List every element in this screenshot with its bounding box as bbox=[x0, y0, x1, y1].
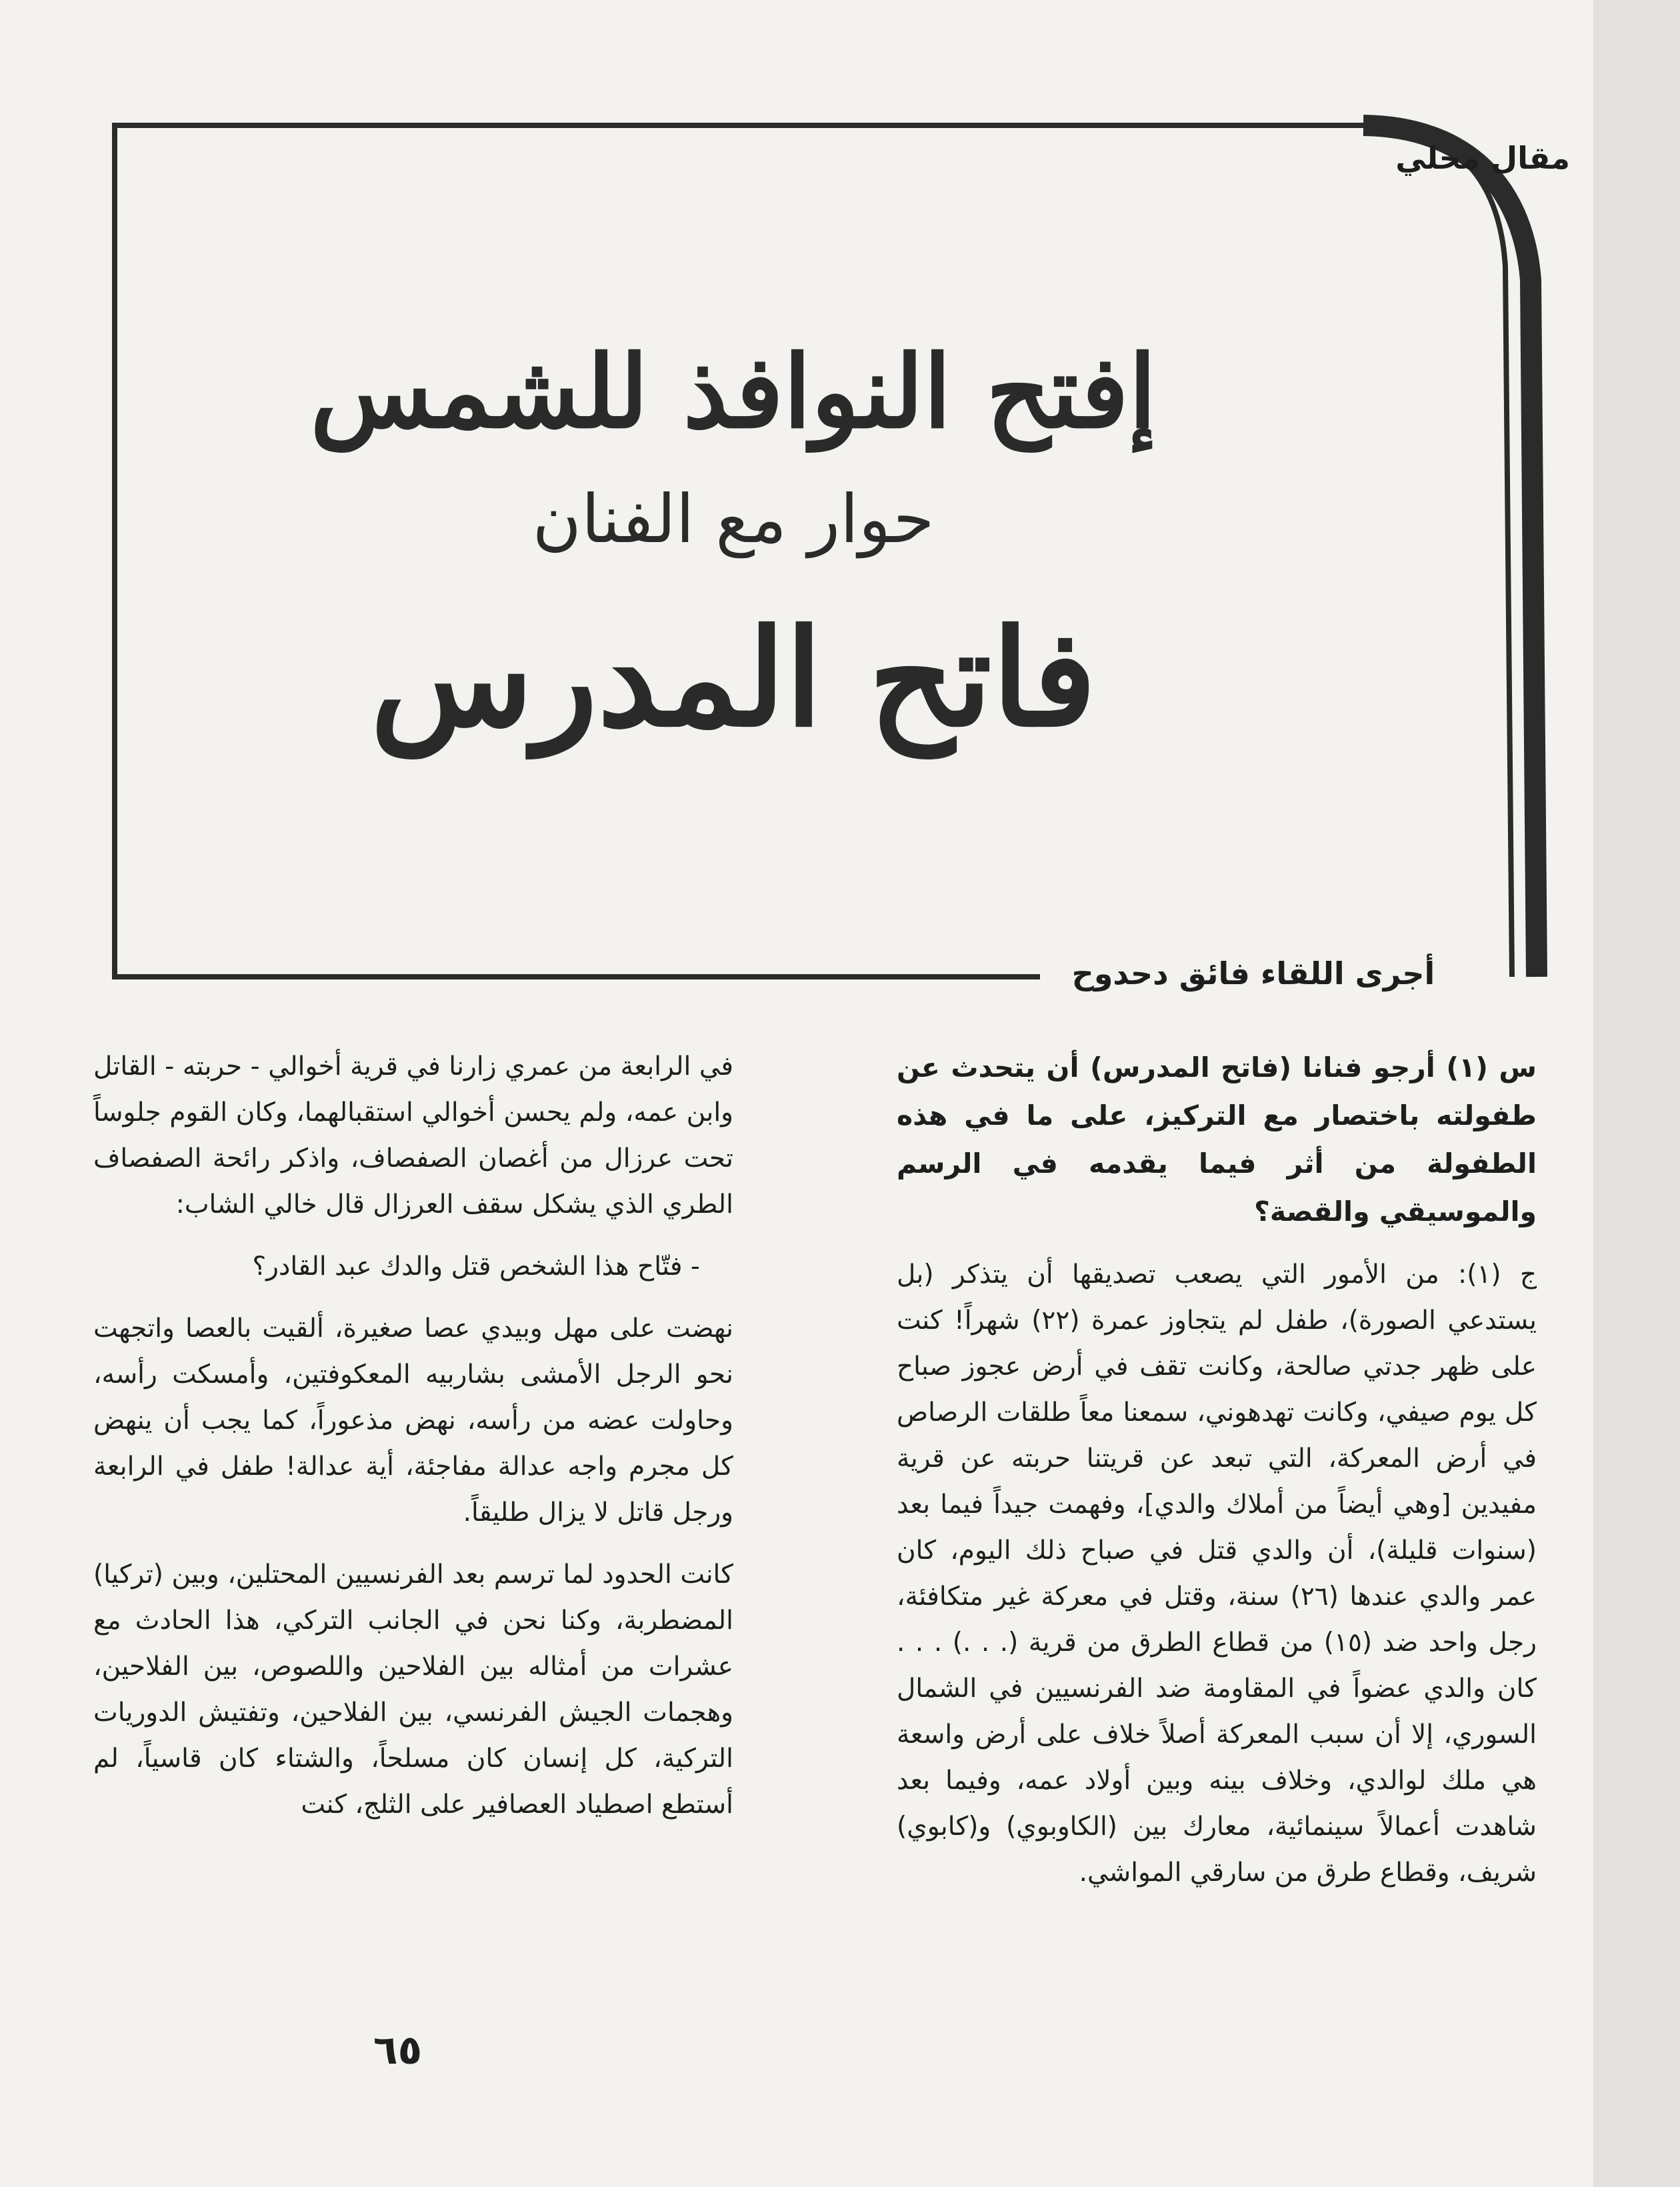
section-label: مقال محلي bbox=[1395, 140, 1570, 176]
byline-container bbox=[1040, 947, 1467, 1000]
artist-name: فاتح المدرس bbox=[370, 600, 1097, 757]
page-number: ٦٥ bbox=[373, 2027, 423, 2074]
byline: أجرى اللقاء فائق دحدوح bbox=[1071, 955, 1435, 991]
interview-question: س (١) أرجو فنانا (فاتح المدرس) أن يتحدث عن طفولته باختصار مع التركيز، على ما في هذه الطفولة من أثر فيما يقدمه في الرسم والموسيقي والقصة؟ bbox=[897, 1051, 1537, 1228]
right-column bbox=[897, 1043, 1537, 1912]
dialogue-line: - فتّاح هذا الشخص قتل والدك عبد القادر؟ bbox=[252, 1252, 700, 1282]
interview-answer: ج (١): من الأمور التي يصعب تصديقها أن يتذكر (بل يستدعي الصورة)، طفل لم يتجاوز عمرة (٢٢) شهراً! كنت على ظهر جدتي صالحة، وكانت تقف في أرض عجوز صباح كل يوم صيفي، وكانت تهدهوني، سمعنا معاً طلقات الرصاص في أرض المعركة، التي تبعد عن قريتنا حربته عن قرية مفيدين [وهي أيضاً من أملاك والدي]، وفهمت جيداً فيما بعد (سنوات قليلة)، أن والدي قتل في صباح ذلك اليوم، كان عمر والدي عندها (٢٦) سنة، وقتل في معركة غير متكافئة، رجل واحد ضد (١٥) من قطاع الطرق من قرية (. . .) . . . كان والدي عضواً في المقاومة ضد الفرنسيين في الشمال السوري، إلا أن سبب المعركة أصلاً خلاف على أرض واسعة هي ملك لوالدي، وخلاف بينه وبين أولاد عمه، وفيما بعد شاهدت أعمالاً سينمائية، معارك بين (الكاوبوي) و(كابوي) شريف، وقطاع طرق من سارقي المواشي. bbox=[897, 1260, 1537, 1888]
paragraph: نهضت على مهل وبيدي عصا صغيرة، ألقيت بالعصا واتجهت نحو الرجل الأمشى بشاربيه المعكوفتين، وأمسكت رأسه، وحاولت عضه من رأسه، نهض مذعوراً، كما يجب أن ينهض كل مجرم واجه عدالة مفاجئة، أية عدالة! طفل في الرابعة ورجل قاتل لا يزال طليقاً. bbox=[93, 1314, 733, 1528]
paragraph: كانت الحدود لما ترسم بعد الفرنسيين المحتلين، وبين (تركيا) المضطربة، وكنا نحن في الجانب التركي، هذا الحادث مع عشرات من أمثاله بين الفلاحين واللصوص، بين الفلاحين، وهجمات الجيش الفرنسي، بين الفلاحين، وتفتيش الدوريات التركية، كل إنسان كان مسلحاً، والشتاء كان قاسياً، لم أستطع اصطياد العصافير على الثلج، كنت bbox=[93, 1560, 733, 1820]
left-column bbox=[93, 1043, 733, 1844]
article-title: إفتح النوافذ للشمس bbox=[310, 333, 1157, 451]
paragraph: في الرابعة من عمري زارنا في قرية أخوالي - حربته - القاتل وابن عمه، ولم يحسن أخوالي استقبالهما، وكان القوم جلوساً تحت عرزال من أغصان الصفصاف، واذكر رائحة الصفصاف الطري الذي يشكل سقف العرزال قال خالي الشاب: bbox=[93, 1051, 733, 1220]
article-subtitle: حوار مع الفنان bbox=[532, 480, 935, 558]
